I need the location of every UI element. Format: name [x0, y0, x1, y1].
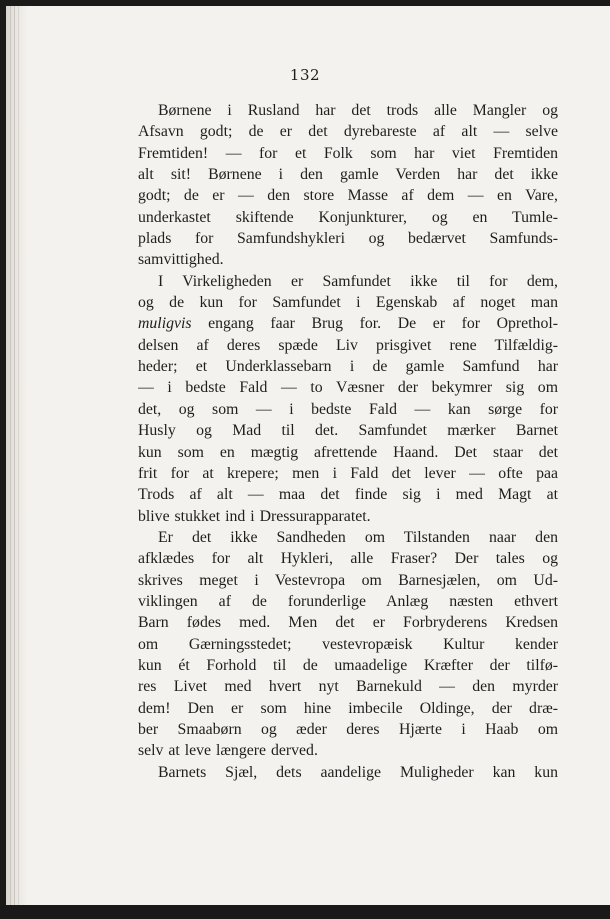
italic-word: muligvis [138, 315, 192, 333]
text-line [138, 313, 558, 334]
text-line: Fremtiden! — for et Folk som har viet Fremtiden [138, 144, 558, 162]
gutter-line [10, 6, 11, 905]
text-line: Barnets Sjæl, dets aandelige Muligheder kan kun [158, 763, 558, 781]
text-line: ber Smaabørn og æder deres Hjærte i Haab om [138, 720, 558, 738]
text-line: I Virkeligheden er Samfundet ikke til for dem, [158, 272, 558, 290]
text-line: delsen af deres spæde Liv prisgivet rene Tilfældig- [138, 336, 558, 354]
body-text [138, 100, 558, 783]
text-line: viklingen af de forunderlige Anlæg næsten ethvert [138, 592, 558, 610]
text-line: Børnene i Rusland har det trods alle Mangler og [158, 102, 558, 119]
text-line: plads for Samfundshykleri og bedærvet Samfunds- [138, 230, 558, 248]
text-line: frit for at krepere; men i Fald det lever — ofte paa [138, 464, 558, 482]
text-line: afklædes for alt Hykleri, alle Fraser? Der tales og [138, 550, 558, 568]
text-line: dem! Den er som hine imbecile Oldinge, der dræ- [138, 699, 558, 717]
text-line: — i bedste Fald — to Væsner der bekymrer sig om [138, 379, 558, 397]
text-line: underkastet skiftende Konjunkturer, og en Tumle- [138, 208, 558, 226]
text-line: alt sit! Børnene i den gamle Verden har det ikke [138, 166, 558, 184]
page-number: 132 [289, 66, 321, 84]
text-line: kun ét Forhold til de umaadelige Kræfter der tilfø- [138, 656, 558, 674]
text-line: godt; de er — den store Masse af dem — en Vare, [138, 187, 558, 205]
text-line: og de kun for Samfundet i Egenskab af noget man [138, 294, 558, 312]
text-line: selv at leve længere derved. [138, 742, 318, 760]
line-text: engang faar Brug for. De er for Oprethol- [191, 315, 558, 333]
text-line: Er det ikke Sandheden om Tilstanden naar den [158, 528, 558, 546]
gutter-line [18, 6, 19, 905]
text-line: det, og som — i bedste Fald — kan sørge for [138, 400, 558, 418]
text-line: om Gærningsstedet; vestevropæisk Kultur kender [138, 635, 558, 653]
text-line: skrives meget i Vestevropa om Barnesjælen, om Ud- [138, 571, 558, 589]
text-line: res Livet med hvert nyt Barnekuld — den myrder [138, 678, 558, 696]
text-line: Husly og Mad til det. Samfundet mærker Barnet [138, 422, 558, 440]
text-line: Barn fødes med. Men det er Forbryderens Kredsen [138, 614, 558, 632]
text-line: blive stukket ind i Dressurapparatet. [138, 507, 371, 525]
text-line: Afsavn godt; de er det dyrebareste af alt — selve [138, 123, 558, 141]
scan-border [0, 905, 610, 919]
text-line: Trods af alt — maa det finde sig i med Magt at [138, 486, 558, 504]
gutter-line [14, 6, 15, 905]
text-line: heder; et Underklassebarn i de gamle Samfund har [138, 358, 558, 376]
text-line: samvittighed. [138, 251, 224, 269]
text-line: kun som en mægtig afrettende Haand. Det staar det [138, 443, 558, 461]
